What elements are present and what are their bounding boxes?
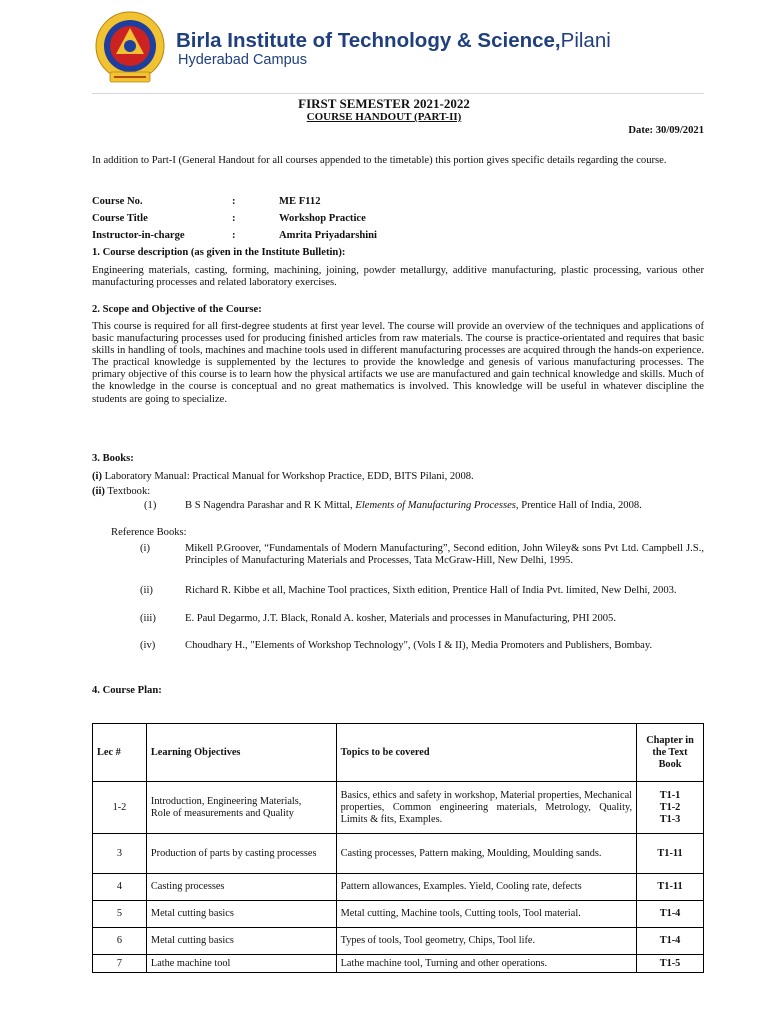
row-objective: Introduction, Engineering Materials, Role of measurements and Quality (146, 782, 336, 834)
row-chapter: T1-4 (637, 901, 704, 928)
row-chapter: T1-1 T1-2 T1-3 (637, 782, 704, 834)
row-chapter: T1-5 (637, 955, 704, 973)
document-subtitle: COURSE HANDOUT (PART-II) (306, 111, 462, 123)
table-header-row (93, 724, 704, 782)
textbook-entry: B S Nagendra Parashar and R K Mittal, Elements of Manufacturing Processes, Prentice Hall of India, 2008. (185, 500, 642, 511)
row-topics: Metal cutting, Machine tools, Cutting tools, Tool material. (336, 901, 636, 928)
textbook-label: (ii) Textbook: (92, 486, 151, 497)
table-row (93, 901, 704, 928)
section-3-heading: 3. Books: (92, 453, 134, 464)
row-topics: Types of tools, Tool geometry, Chips, Tool life. (336, 928, 636, 955)
campus-name: Hyderabad Campus (178, 52, 307, 68)
row-lec: 7 (93, 955, 147, 973)
row-chapter: T1-11 (637, 834, 704, 874)
section-1-heading: 1. Course description (as given in the Institute Bulletin): (92, 247, 346, 258)
row-topics: Casting processes, Pattern making, Moulding, Moulding sands. (336, 834, 636, 874)
course-no-row: Course No. : ME F112 (92, 196, 321, 207)
table-row (93, 834, 704, 874)
ref-2-text: Richard R. Kibbe et all, Machine Tool practices, Sixth edition, Prentice Hall of India Pvt. limited, New Delhi, 2003. (185, 585, 677, 596)
ref-1-text: Mikell P.Groover, “Fundamentals of Modern Manufacturing”, Second edition, John Wiley& sons Pvt Ltd. Campbell J.S., Principles of Manufacturing Materials and Processes, Tata McGraw-Hill, New Delhi, 1995. (185, 543, 704, 567)
document-date: Date: 30/09/2021 (628, 125, 704, 136)
institute-name: Birla Institute of Technology & Science,Pilani (176, 29, 611, 52)
row-objective: Lathe machine tool (146, 955, 336, 973)
row-objective: Metal cutting basics (146, 928, 336, 955)
table-row (93, 928, 704, 955)
row-chapter: T1-4 (637, 928, 704, 955)
row-lec: 5 (93, 901, 147, 928)
instructor-row: Instructor-in-charge : Amrita Priyadarshini (92, 230, 377, 241)
section-2-text: This course is required for all first-degree students at first year level. The course will provide an overview of the techniques and applications of basic manufacturing processes used for producing finished articles from raw materials. The course is practice-orientated and requires that basic skills in handling of tools, machines and machine tools used in different manufacturing processes are acquired through the hands-on experience. The practical knowledge is supplemented by the lectures to provide the knowledge and genesis of various manufacturing processes. The primary objective of this course is to learn how the physical artifacts we use are manufactured and gain technical knowledge and skills. Much of the knowledge in the course is conceptual and no great mathematics is involved. This knowledge will be useful in whatever discipline the students are going to specialize. (92, 321, 704, 405)
course-title-row: Course Title : Workshop Practice (92, 213, 366, 224)
institute-logo (94, 10, 166, 86)
section-4-heading: 4. Course Plan: (92, 685, 162, 696)
section-1-text: Engineering materials, casting, forming, machining, joining, powder metallurgy, additive manufacturing, plastic processing, various other manufacturing processes and related laboratory exercises. (92, 265, 704, 289)
intro-paragraph: In addition to Part-I (General Handout for all courses appended to the timetable) this portion gives specific details regarding the course. (92, 155, 667, 166)
course-plan-table (92, 723, 704, 973)
row-objective: Production of parts by casting processes (146, 834, 336, 874)
ref-4-number: (iv) (140, 640, 156, 651)
textbook-number: (1) (144, 500, 157, 511)
table-row (93, 874, 704, 901)
header-divider (92, 93, 704, 94)
header-objectives: Learning Objectives (146, 724, 336, 782)
reference-books-label: Reference Books: (111, 527, 187, 538)
header-lec: Lec # (93, 724, 147, 782)
row-objective: Casting processes (146, 874, 336, 901)
table-row (93, 782, 704, 834)
row-topics: Basics, ethics and safety in workshop, Material properties, Mechanical properties, Common engineering materials, Metrology, Quality, Limits & fits, Examples. (336, 782, 636, 834)
section-2-heading: 2. Scope and Objective of the Course: (92, 304, 262, 315)
lab-manual-line: (i) Laboratory Manual: Practical Manual for Workshop Practice, EDD, BITS Pilani, 2008. (92, 471, 474, 482)
ref-1-number: (i) (140, 543, 150, 554)
document-title: FIRST SEMESTER 2021-2022 (298, 96, 470, 111)
ref-4-text: Choudhary H., "Elements of Workshop Technology", (Vols I & II), Media Promoters and Publishers, Bombay. (185, 640, 653, 651)
row-lec: 3 (93, 834, 147, 874)
ref-3-text: E. Paul Degarmo, J.T. Black, Ronald A. kosher, Materials and processes in Manufacturing, PHI 2005. (185, 613, 616, 624)
header-chapter: Chapter in the Text Book (637, 724, 704, 782)
course-info (92, 196, 704, 247)
header-topics: Topics to be covered (336, 724, 636, 782)
ref-3-number: (iii) (140, 613, 156, 624)
row-chapter: T1-11 (637, 874, 704, 901)
row-lec: 4 (93, 874, 147, 901)
row-lec: 1-2 (93, 782, 147, 834)
row-topics: Pattern allowances, Examples. Yield, Cooling rate, defects (336, 874, 636, 901)
table-row (93, 955, 704, 973)
ref-2-number: (ii) (140, 585, 153, 596)
row-objective: Metal cutting basics (146, 901, 336, 928)
row-lec: 6 (93, 928, 147, 955)
row-topics: Lathe machine tool, Turning and other operations. (336, 955, 636, 973)
